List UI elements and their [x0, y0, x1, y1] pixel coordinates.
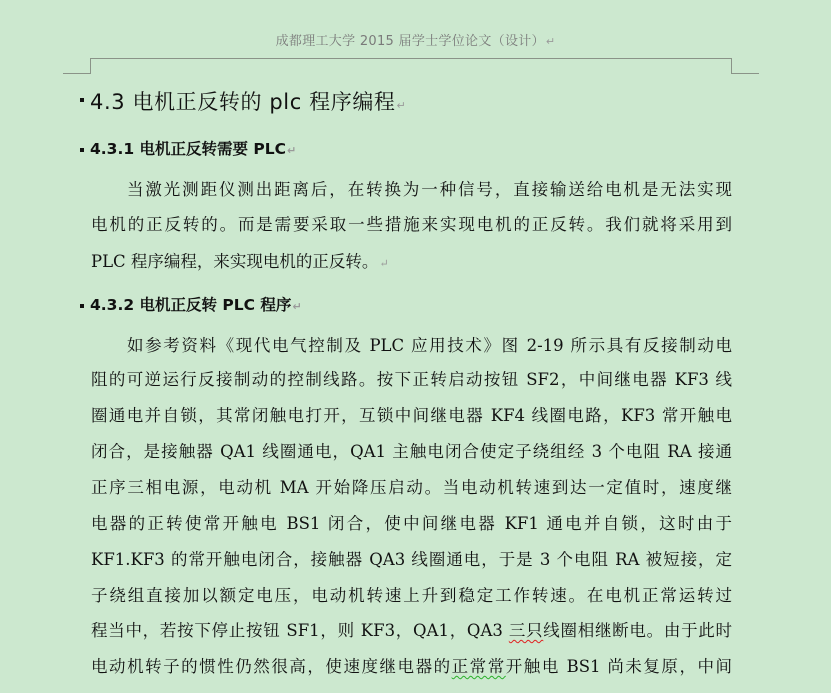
body-line: 如参考资料《现代电气控制及 PLC 应用技术》图 2-19 所示具有反接制动电: [127, 336, 732, 355]
paragraph-mark-icon: ↵: [545, 35, 556, 48]
heading-bullet-icon: [80, 304, 84, 308]
header-rule-left: [63, 73, 91, 74]
heading-4-3-2: [80, 293, 302, 315]
heading-text: 4.3 电机正反转的 plc 程序编程: [90, 90, 396, 114]
body-line: 子绕组直接加以额定电压，电动机转速上升到稳定工作转速。在电机正常运转过: [91, 586, 732, 605]
body-line: [91, 251, 732, 275]
body-line: 电机的正反转的。而是需要采取一些措施来实现电机的正反转。我们就将采用到: [91, 215, 732, 234]
header-rule-top: [90, 58, 732, 59]
body-line: KF1.KF3 的常开触电闭合，接触器 QA3 线圈通电，于是 3 个电阻 RA 被短接，定: [91, 550, 732, 569]
heading-text: 4.3.2 电机正反转 PLC 程序: [90, 296, 292, 314]
paragraph-mark-icon: ↵: [379, 257, 389, 270]
paragraph-mark-icon: ↵: [396, 99, 407, 112]
header-rule-right-riser: [731, 58, 732, 74]
body-text: 开触电 BS1 尚未复原，中间: [505, 657, 733, 676]
body-text: 线圈相继断电。由于此时: [543, 621, 733, 640]
body-line: 当激光测距仪测出距离后，在转换为一种信号，直接输送给电机是无法实现: [127, 180, 732, 199]
body-text: 程当中，若按下停止按钮 SF1，则 KF3，QA1，QA3: [91, 621, 509, 640]
body-text: PLC 程序编程，来实现电机的正反转。: [91, 252, 379, 271]
header-rule-right: [731, 73, 759, 74]
heading-4-3: [80, 86, 406, 116]
body-line: 电器的正转使常开触电 BS1 闭合，使中间继电器 KF1 通电并自锁，这时由于: [91, 514, 732, 533]
header-title: 成都理工大学 2015 届学士学位论文（设计）: [275, 34, 545, 49]
grammar-flag[interactable]: 正常常: [451, 657, 506, 676]
body-line: 阻的可逆运行反接制动的控制线路。按下正转启动按钮 SF2，中间继电器 KF3 线: [91, 370, 732, 389]
heading-4-3-1: [80, 137, 296, 159]
paragraph-mark-icon: ↵: [292, 300, 302, 313]
heading-bullet-icon: [80, 148, 84, 152]
body-line: 圈通电并自锁，其常闭触电打开，互锁中间继电器 KF4 线圈电路，KF3 常开触电: [91, 406, 732, 425]
body-line: 正序三相电源，电动机 MA 开始降压启动。当电动机转速到达一定值时，速度继: [91, 478, 732, 497]
paragraph-mark-icon: ↵: [287, 144, 297, 157]
heading-bullet-icon: [80, 98, 84, 102]
header-rule-left-riser: [90, 58, 91, 74]
body-line: 闭合，是接触器 QA1 线圈通电，QA1 主触电闭合使定子绕组经 3 个电阻 RA 接通: [91, 442, 732, 461]
body-line: [91, 620, 732, 642]
body-text: 电动机转子的惯性仍然很高，使速度继电器的: [91, 657, 452, 676]
body-line: [91, 656, 732, 678]
spelling-flag[interactable]: 三只: [508, 621, 544, 640]
heading-text: 4.3.1 电机正反转需要 PLC: [90, 140, 287, 158]
page-header: [0, 30, 831, 49]
